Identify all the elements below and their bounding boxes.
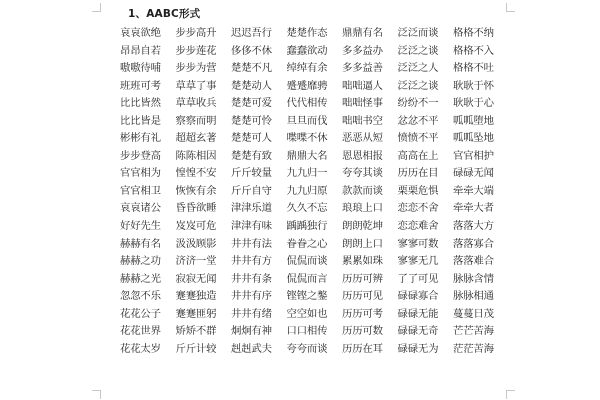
idiom-cell: 恢恢有余 bbox=[175, 184, 217, 197]
idiom-cell: 津津乐道 bbox=[231, 202, 272, 215]
idiom-cell: 比比皆然 bbox=[120, 97, 161, 110]
idiom-cell: 赫赫之光 bbox=[120, 272, 161, 285]
idiom-cell: 喋喋不休 bbox=[286, 132, 328, 145]
idiom-cell: 斤斤较量 bbox=[231, 167, 272, 180]
idiom-cell: 井井有法 bbox=[231, 237, 272, 250]
idiom-cell: 侈侈不休 bbox=[231, 44, 272, 57]
idiom-cell: 历历可见 bbox=[342, 290, 383, 303]
idiom-cell: 口口相传 bbox=[286, 325, 328, 338]
idiom-cell: 恋恋难舍 bbox=[397, 220, 439, 233]
idiom-cell: 井井有序 bbox=[231, 290, 272, 303]
idiom-cell: 花花公子 bbox=[120, 307, 161, 320]
idiom-cell: 楚楚动人 bbox=[231, 79, 272, 92]
idiom-cell: 泛泛之人 bbox=[397, 62, 439, 75]
idiom-cell: 琅琅上口 bbox=[342, 202, 383, 215]
idiom-cell: 蹇蹇独造 bbox=[175, 290, 217, 303]
idiom-cell: 泛泛而谈 bbox=[397, 27, 439, 39]
idiom-cell: 历历在耳 bbox=[342, 342, 383, 355]
idiom-cell: 碌碌无闻 bbox=[453, 167, 494, 180]
section-heading: 1、AABC形式 bbox=[128, 8, 201, 20]
idiom-cell: 炯炯有神 bbox=[231, 325, 272, 338]
idiom-cell: 茫茫苦海 bbox=[453, 342, 494, 355]
idiom-cell: 汲汲顾影 bbox=[175, 237, 217, 250]
idiom-cell: 步步莲花 bbox=[175, 44, 217, 57]
idiom-cell: 耿耿于心 bbox=[453, 97, 494, 110]
idiom-cell: 呱呱坠地 bbox=[453, 132, 494, 145]
idiom-cell: 代代相传 bbox=[286, 97, 328, 110]
idiom-cell: 款款而谈 bbox=[342, 184, 383, 197]
idiom-cell: 侃侃而言 bbox=[286, 272, 328, 285]
idiom-cell: 落落寡合 bbox=[453, 237, 494, 250]
idiom-cell: 历历可辨 bbox=[342, 272, 383, 285]
idiom-cell: 官官相卫 bbox=[120, 184, 161, 197]
idiom-cell: 历历在目 bbox=[397, 167, 439, 180]
idiom-cell: 官官相护 bbox=[453, 149, 494, 162]
idiom-cell: 寥寥无几 bbox=[397, 255, 439, 268]
idiom-cell: 碌碌寡合 bbox=[397, 290, 439, 303]
idiom-cell: 九九归原 bbox=[286, 184, 328, 197]
idiom-cell: 昂昂自若 bbox=[120, 44, 161, 57]
idiom-cell: 彬彬有礼 bbox=[120, 132, 161, 145]
idiom-cell: 官官相为 bbox=[120, 167, 161, 180]
idiom-cell: 忽忽不乐 bbox=[120, 290, 161, 303]
idiom-cell: 步步为营 bbox=[175, 62, 217, 75]
idiom-cell: 楚楚可爱 bbox=[231, 97, 272, 110]
idiom-cell: 咄咄逼人 bbox=[342, 79, 383, 92]
idiom-cell: 耿耿于怀 bbox=[453, 79, 494, 92]
idiom-cell: 多多益善 bbox=[342, 62, 383, 75]
idiom-cell: 空空如也 bbox=[286, 307, 328, 320]
idiom-cell: 夸夸其谈 bbox=[342, 167, 383, 180]
idiom-cell: 赫赫之功 bbox=[120, 255, 161, 268]
idiom-cell: 眷眷之心 bbox=[286, 237, 328, 250]
idiom-cell: 蹙蹙靡骋 bbox=[286, 79, 328, 92]
idiom-cell: 斤斤计较 bbox=[175, 342, 217, 355]
idiom-cell: 历历可考 bbox=[342, 307, 383, 320]
idiom-cell: 泛泛之谈 bbox=[397, 44, 439, 57]
idiom-cell: 蹇蹇匪躬 bbox=[175, 307, 217, 320]
idiom-cell: 落落难合 bbox=[453, 255, 494, 268]
idiom-cell: 楚楚不凡 bbox=[231, 62, 272, 75]
idiom-cell: 昏昏欲睡 bbox=[175, 202, 217, 215]
idiom-cell: 比比皆是 bbox=[120, 114, 161, 127]
idiom-cell: 愤愤不平 bbox=[397, 132, 439, 145]
idiom-cell: 迟迟吾行 bbox=[231, 27, 272, 39]
idiom-cell: 咄咄怪事 bbox=[342, 97, 383, 110]
idiom-cell: 寂寂无闻 bbox=[175, 272, 217, 285]
idiom-cell: 步步登高 bbox=[120, 149, 161, 162]
idiom-cell: 朗朗乾坤 bbox=[342, 220, 383, 233]
idiom-cell: 侃侃而谈 bbox=[286, 255, 328, 268]
idiom-cell: 泛泛之谈 bbox=[397, 79, 439, 92]
idiom-cell: 赳赳武夫 bbox=[231, 342, 272, 355]
idiom-cell: 楚楚有致 bbox=[231, 149, 272, 162]
idiom-cell: 脉脉含情 bbox=[453, 272, 494, 285]
idiom-cell: 牵牵大端 bbox=[453, 184, 494, 197]
idiom-cell: 楚楚可怜 bbox=[231, 114, 272, 127]
idiom-cell: 纷纷不一 bbox=[397, 97, 439, 110]
idiom-cell: 井井有方 bbox=[231, 255, 272, 268]
idiom-cell: 碌碌无奇 bbox=[397, 325, 439, 338]
idiom-cell: 陈陈相因 bbox=[175, 149, 217, 162]
idiom-cell: 忿忿不平 bbox=[397, 114, 439, 127]
page-corner-mark-bottom-left bbox=[92, 390, 101, 399]
idiom-cell: 蔓蔓日茂 bbox=[453, 307, 494, 320]
idiom-cell: 寥寥可数 bbox=[397, 237, 439, 250]
idiom-cell: 察察而明 bbox=[175, 114, 217, 127]
idiom-cell: 铿铿之鏊 bbox=[286, 290, 328, 303]
idiom-cell: 脉脉相通 bbox=[453, 290, 494, 303]
idiom-cell: 历历可数 bbox=[342, 325, 383, 338]
idiom-cell: 楚楚可人 bbox=[231, 132, 272, 145]
idiom-grid bbox=[120, 25, 504, 358]
idiom-cell: 落落大方 bbox=[453, 220, 494, 233]
idiom-cell: 赫赫有名 bbox=[120, 237, 161, 250]
idiom-cell: 呱呱堕地 bbox=[453, 114, 494, 127]
idiom-cell: 草草了事 bbox=[175, 79, 217, 92]
idiom-cell: 栗栗危惧 bbox=[397, 184, 439, 197]
idiom-cell: 九九归一 bbox=[286, 167, 328, 180]
idiom-cell: 哀哀诸公 bbox=[120, 202, 161, 215]
idiom-cell: 绰绰有余 bbox=[286, 62, 328, 75]
idiom-cell: 鼎鼎有名 bbox=[342, 27, 383, 39]
idiom-cell: 恩恩相报 bbox=[342, 149, 383, 162]
idiom-cell: 井井有条 bbox=[231, 272, 272, 285]
idiom-cell: 格格不纳 bbox=[453, 27, 494, 39]
idiom-cell: 哀哀欲绝 bbox=[120, 27, 161, 39]
idiom-cell: 楚楚作态 bbox=[286, 27, 328, 39]
idiom-cell: 旦旦而伐 bbox=[286, 114, 328, 127]
idiom-cell: 超超玄著 bbox=[175, 132, 217, 145]
idiom-cell: 恋恋不舍 bbox=[397, 202, 439, 215]
idiom-cell: 惶惶不安 bbox=[175, 167, 217, 180]
idiom-cell: 井井有绪 bbox=[231, 307, 272, 320]
page-corner-mark-top-right bbox=[506, 3, 515, 12]
idiom-cell: 碌碌无能 bbox=[397, 307, 439, 320]
idiom-cell: 岌岌可危 bbox=[175, 220, 217, 233]
idiom-cell: 步步高升 bbox=[175, 27, 217, 39]
idiom-cell: 累累如珠 bbox=[342, 255, 383, 268]
idiom-cell: 高高在上 bbox=[397, 149, 439, 162]
idiom-cell: 朗朗上口 bbox=[342, 237, 383, 250]
idiom-cell: 鼎鼎大名 bbox=[286, 149, 328, 162]
idiom-cell: 夸夸而谈 bbox=[286, 342, 328, 355]
idiom-cell: 好好先生 bbox=[120, 220, 161, 233]
idiom-cell: 草草收兵 bbox=[175, 97, 217, 110]
idiom-cell: 蠢蠢欲动 bbox=[286, 44, 328, 57]
idiom-cell: 多多益办 bbox=[342, 44, 383, 57]
idiom-cell: 久久不忘 bbox=[286, 202, 328, 215]
idiom-cell: 格格不吐 bbox=[453, 62, 494, 75]
page-corner-mark-bottom-right bbox=[506, 390, 515, 399]
idiom-cell: 恶恶从短 bbox=[342, 132, 383, 145]
idiom-cell: 格格不入 bbox=[453, 44, 494, 57]
idiom-cell: 牵牵大者 bbox=[453, 202, 494, 215]
idiom-cell: 芒芒苦海 bbox=[453, 325, 494, 338]
idiom-cell: 津津有味 bbox=[231, 220, 272, 233]
idiom-cell: 班班可考 bbox=[120, 79, 161, 92]
idiom-cell: 碌碌无为 bbox=[397, 342, 439, 355]
page-corner-mark-top-left bbox=[92, 3, 101, 12]
idiom-cell: 斤斤自守 bbox=[231, 184, 272, 197]
idiom-cell: 嗷嗷待哺 bbox=[120, 62, 161, 75]
idiom-cell: 济济一堂 bbox=[175, 255, 217, 268]
idiom-cell: 花花世界 bbox=[120, 325, 161, 338]
idiom-cell: 花花太岁 bbox=[120, 342, 161, 355]
idiom-cell: 矫矫不群 bbox=[175, 325, 217, 338]
idiom-cell: 了了可见 bbox=[397, 272, 439, 285]
idiom-cell: 咄咄书空 bbox=[342, 114, 383, 127]
idiom-cell: 踽踽独行 bbox=[286, 220, 328, 233]
